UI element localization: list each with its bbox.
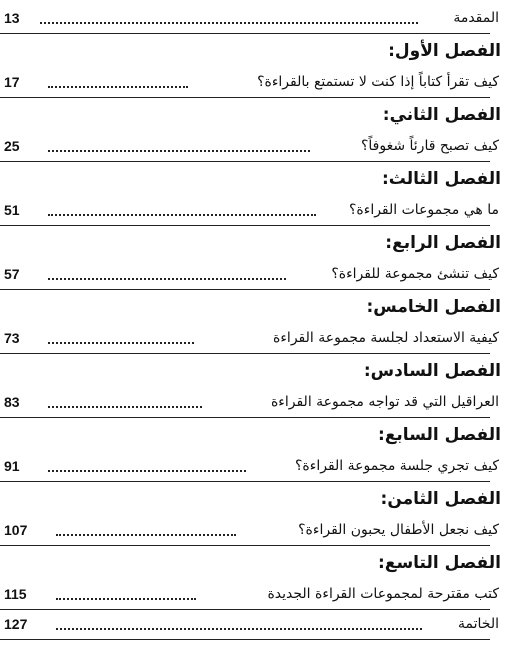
separator-line (0, 481, 490, 482)
toc-entry-chapter-2 (0, 134, 513, 164)
entry-title: كيف تصبح قارئاً شغوفاً؟ (360, 138, 499, 154)
entry-title: كيف نجعل الأطفال يحبون القراءة؟ (298, 522, 499, 538)
separator-line (0, 417, 490, 418)
toc-entry-chapter-7 (0, 454, 513, 484)
toc-entry-introduction (0, 6, 513, 36)
entry-title: العراقيل التي قد تواجه مجموعة القراءة (270, 394, 499, 410)
dot-leader (56, 598, 196, 600)
entry-title: كيف تنشئ مجموعة للقراءة؟ (331, 266, 499, 282)
separator-line (0, 33, 490, 34)
page-number: 107 (4, 522, 28, 538)
entry-title: كتب مقترحة لمجموعات القراءة الجديدة (267, 586, 499, 602)
page-number: 73 (4, 330, 20, 346)
chapter-heading: الفصل السادس: (363, 361, 501, 381)
page-number: 13 (4, 10, 20, 26)
entry-title: كيفية الاستعداد لجلسة مجموعة القراءة (273, 330, 499, 346)
separator-line (0, 609, 490, 610)
toc-entry-chapter-6 (0, 390, 513, 420)
dot-leader (48, 406, 202, 408)
separator-line (0, 639, 490, 640)
entry-title: كيف تقرأ كتاباً إذا كنت لا تستمتع بالقراءة؟ (257, 74, 499, 90)
dot-leader (48, 342, 194, 344)
dot-leader (40, 22, 418, 24)
toc-entry-conclusion (0, 612, 513, 642)
separator-line (0, 353, 490, 354)
page-number: 115 (4, 586, 27, 602)
dot-leader (56, 534, 236, 536)
entry-title: المقدمة (453, 10, 499, 26)
chapter-heading: الفصل السابع: (378, 425, 501, 445)
page-number: 83 (4, 394, 20, 410)
separator-line (0, 97, 490, 98)
toc-entry-chapter-5 (0, 326, 513, 356)
dot-leader (48, 214, 316, 216)
dot-leader (56, 628, 422, 630)
dot-leader (48, 278, 286, 280)
toc-entry-chapter-1 (0, 70, 513, 100)
entry-title: الخاتمة (458, 616, 499, 632)
entry-title: ما هي مجموعات القراءة؟ (348, 202, 499, 218)
toc-entry-chapter-4 (0, 262, 513, 292)
page-number: 91 (4, 458, 20, 474)
toc-entry-chapter-8 (0, 518, 513, 548)
chapter-heading: الفصل الخامس: (366, 297, 501, 317)
separator-line (0, 289, 490, 290)
entry-title: كيف تجري جلسة مجموعة القراءة؟ (294, 458, 499, 474)
toc-entry-chapter-9 (0, 582, 513, 612)
chapter-heading: الفصل الثاني: (382, 105, 501, 125)
separator-line (0, 161, 490, 162)
chapter-heading: الفصل الثامن: (380, 489, 501, 509)
chapter-heading: الفصل التاسع: (378, 553, 501, 573)
chapter-heading: الفصل الثالث: (382, 169, 501, 189)
separator-line (0, 545, 490, 546)
separator-line (0, 225, 490, 226)
dot-leader (48, 150, 310, 152)
dot-leader (48, 470, 246, 472)
toc-entry-chapter-3 (0, 198, 513, 228)
page-number: 57 (4, 266, 20, 282)
chapter-heading: الفصل الأول: (388, 41, 501, 61)
page-number: 51 (4, 202, 20, 218)
page-number: 127 (4, 616, 28, 632)
chapter-heading: الفصل الرابع: (385, 233, 501, 253)
page-number: 17 (4, 74, 20, 90)
page-number: 25 (4, 138, 20, 154)
dot-leader (48, 86, 188, 88)
